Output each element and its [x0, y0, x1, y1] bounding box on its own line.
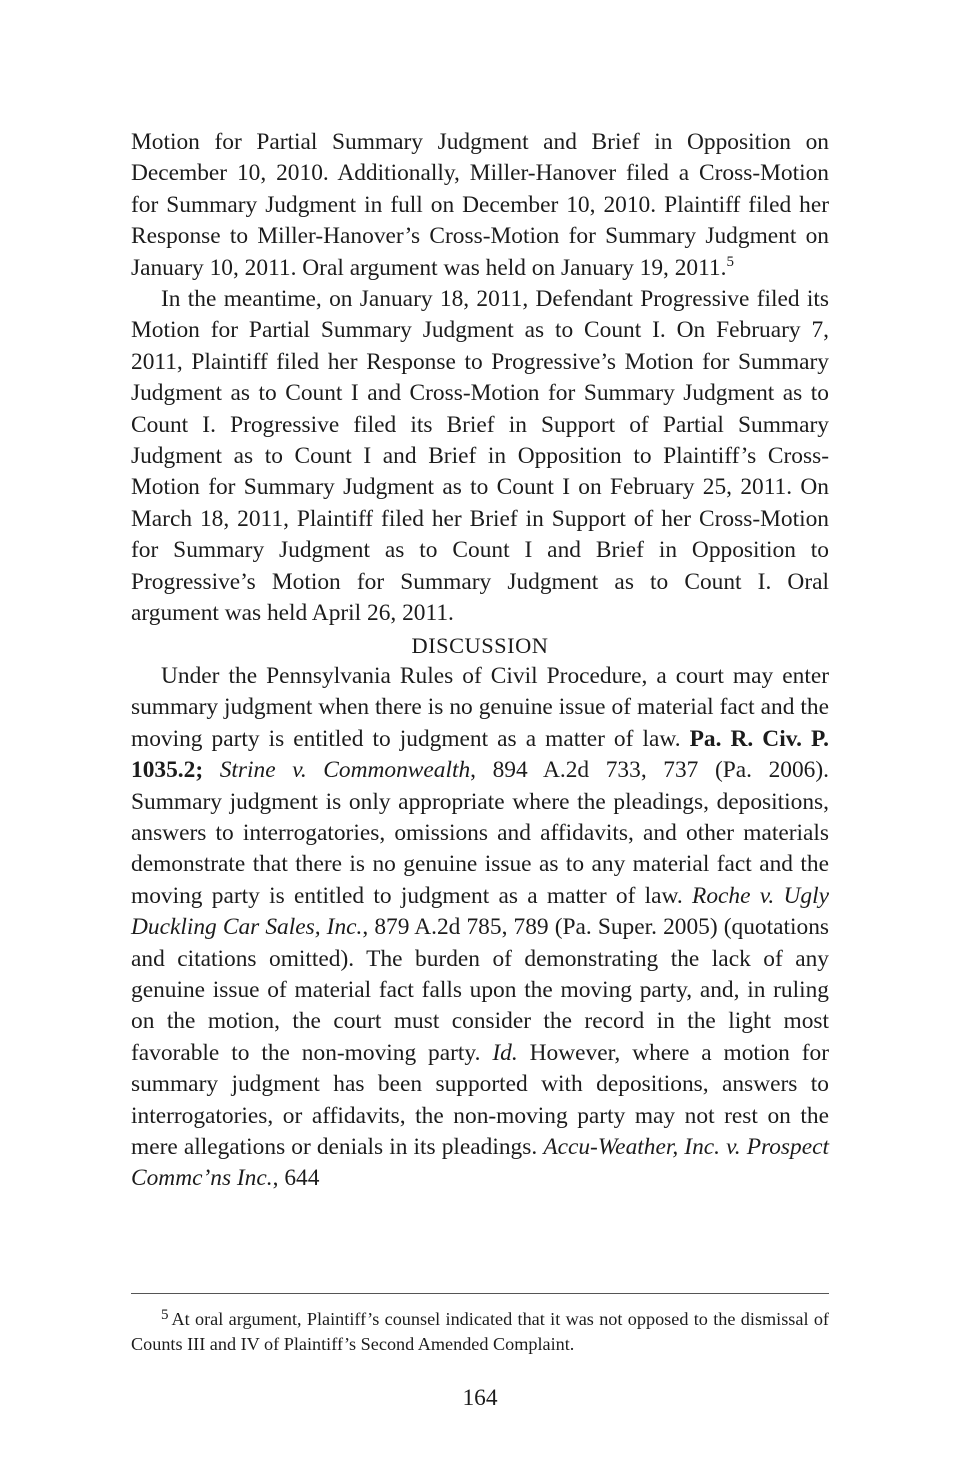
paragraph-2: In the meantime, on January 18, 2011, Defendant Progressive filed its Motion for Partial Summary Judgment as to Count I. On February 7, 2011, Plaintiff filed her Response to Progressive’s Motion for Summary Judgment as to Count I and Cross-Motion for Summary Judgment as to Count I. Progressive filed its Brief in Support of Partial Summary Judgment as to Count I and Brief in Opposition to Plaintiff’s Cross-Motion for Summary Judgment as to Count I on February 25, 2011. On March 18, 2011, Plaintiff filed her Brief in Support of her Cross-Motion for Summary Judgment as to Count I and Brief in Opposition to Progressive’s Motion for Summary Judgment as to Count I. Oral argument was held April 26, 2011. — [131, 286, 829, 627]
paragraph-3-text-5: , 644 — [272, 1165, 320, 1192]
paragraph-3 — [131, 661, 829, 1195]
case-citation-accu-weather: Accu-Weather, Inc. v. Prospect Commc’ns Inc. — [131, 1134, 829, 1192]
section-heading: DISCUSSION — [411, 632, 549, 658]
footnote-divider — [131, 1293, 829, 1294]
page-number: 164 — [462, 1385, 498, 1411]
paragraph-continuation — [131, 127, 829, 284]
footnote-text: At oral argument, Plaintiff’s counsel indicated that it was not opposed to the dismissal of Counts III and IV of Plaintiff’s Second Amended Complaint. — [131, 1309, 829, 1354]
paragraph-3-text-4: However, where a motion for summary judgment has been supported with depositions, answers to interrogatories, or affidavits, the non-moving party may not rest on the mere allegations or denials in its pleadings. — [131, 1039, 829, 1160]
case-citation-roche: Roche v. Ugly Duckling Car Sales, Inc. — [131, 882, 829, 941]
main-text — [131, 127, 829, 1195]
paragraph-3-text-1: Under the Pennsylvania Rules of Civil Procedure, a court may enter summary judgment when there is no genuine issue of material fact and the moving party is entitled to judgment as a matter of law. — [131, 662, 829, 752]
footnote-number: 5 — [161, 1307, 169, 1323]
paragraph-3-text-3: , 879 A.2d 785, 789 (Pa. Super. 2005) (quotations and citations omitted). The burden of demonstrating the lack of any genuine issue of material fact falls upon the moving party, and, in ruling on the motion, the court must consider the record in the light most favorable to the non-moving party. — [131, 914, 829, 1066]
rule-citation: Pa. R. Civ. P. 1035.2; — [131, 725, 829, 784]
page-body — [131, 127, 829, 1195]
id-citation: Id. — [492, 1039, 518, 1066]
footnote — [131, 1307, 829, 1356]
paragraph-1-text: Motion for Partial Summary Judgment and Brief in Opposition on December 10, 2010. Additionally, Miller-Hanover filed a Cross-Motion for Summary Judgment in full on December 10, 2010. Plaintiff filed her Response to Miller-Hanover’s Cross-Motion for Summary Judgment on January 10, 2011. Oral argument was held on January 19, 2011. — [131, 129, 829, 281]
paragraph-3-text-2: , 894 A.2d 733, 737 (Pa. 2006). Summary judgment is only appropriate where the pleadings, depositions, answers to interrogatories, omissions and affidavits, and other materials demonstrate that there is no genuine issue as to any material fact and the moving party is entitled to judgment as a matter of law. — [131, 757, 830, 909]
case-citation-strine: Strine v. Commonwealth — [219, 757, 471, 784]
footnote-reference: 5 — [726, 253, 734, 270]
